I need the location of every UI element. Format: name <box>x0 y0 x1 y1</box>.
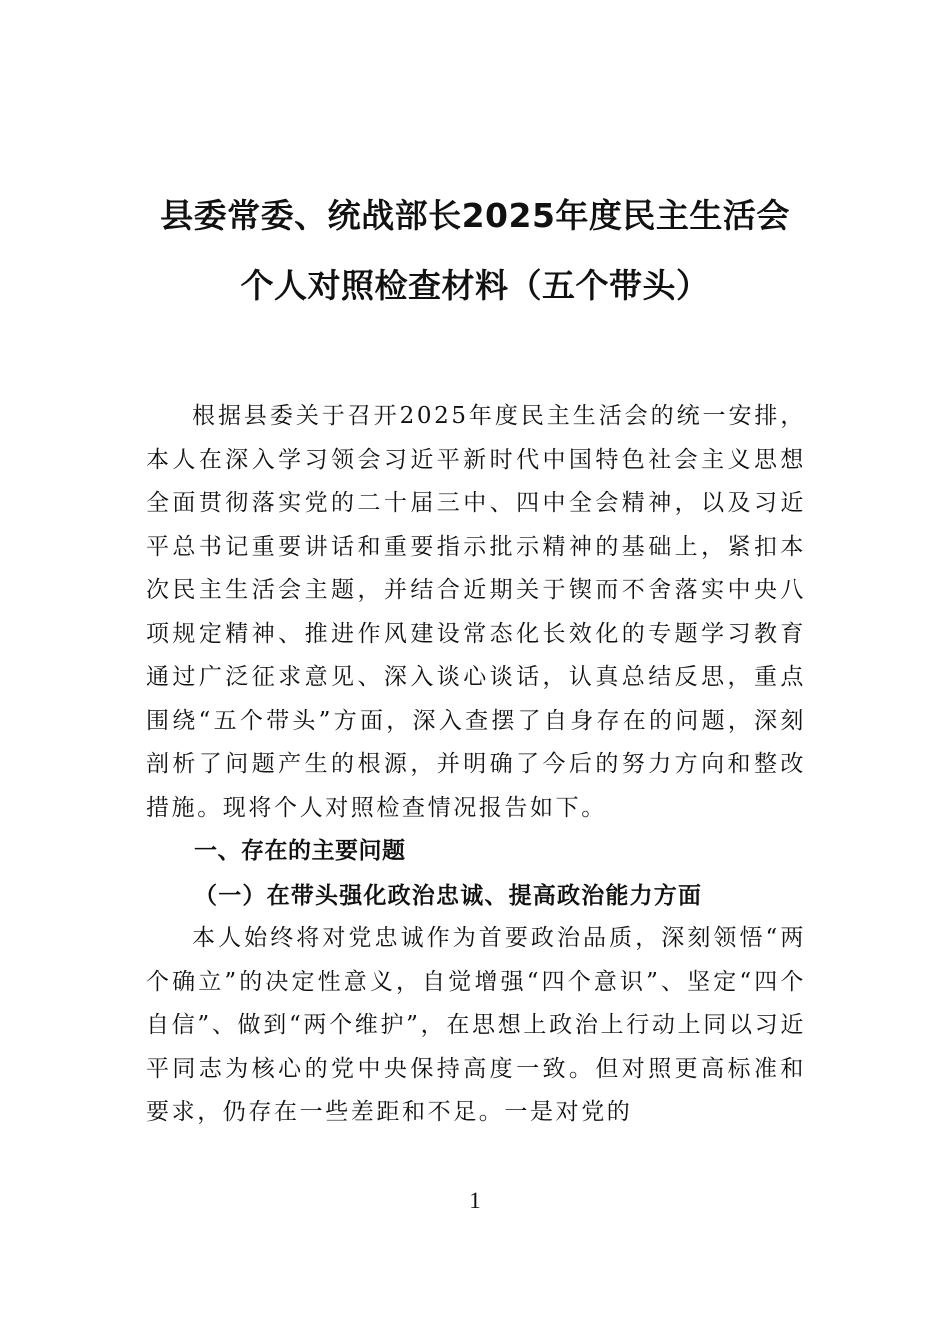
subsection-paragraph: 本人始终将对党忠诚作为首要政治品质，深刻领悟“两个确立”的决定性意义，自觉增强“四个意识”、坚定“四个自信”、做到“两个维护”，在思想上政治上行动上同以习近平同志为核心的党中央保持高度一致。但对照更高标准和要求，仍存在一些差距和不足。一是对党的 <box>146 925 806 1125</box>
document-title-line-2: 个人对照检查材料（五个带头） <box>240 266 710 305</box>
section-heading-problems: 一、存在的主要问题 <box>194 838 406 864</box>
document-body <box>146 395 806 1135</box>
subsection-heading-political-loyalty: （一）在带头强化政治忠诚、提高政治能力方面 <box>194 881 703 909</box>
intro-paragraph: 根据县委关于召开2025年度民主生活会的统一安排，本人在深入学习领会习近平新时代中国特色社会主义思想全面贯彻落实党的二十届三中、四中全会精神，以及习近平总书记重要讲话和重要指示批示精神的基础上，紧扣本次民主生活会主题，并结合近期关于锲而不舍落实中央八项规定精神、推进作风建设常态化长效化的专题学习教育通过广泛征求意见、深入谈心谈话，认真总结反思，重点围绕“五个带头”方面，深入查摆了自身存在的问题，深刻剖析了问题产生的根源，并明确了今后的努力方向和整改措施。现将个人对照检查情况报告如下。 <box>146 403 806 821</box>
document-title-line-1: 县委常委、统战部长2025年度民主生活会 <box>160 196 790 235</box>
page-number: 1 <box>469 1188 481 1213</box>
